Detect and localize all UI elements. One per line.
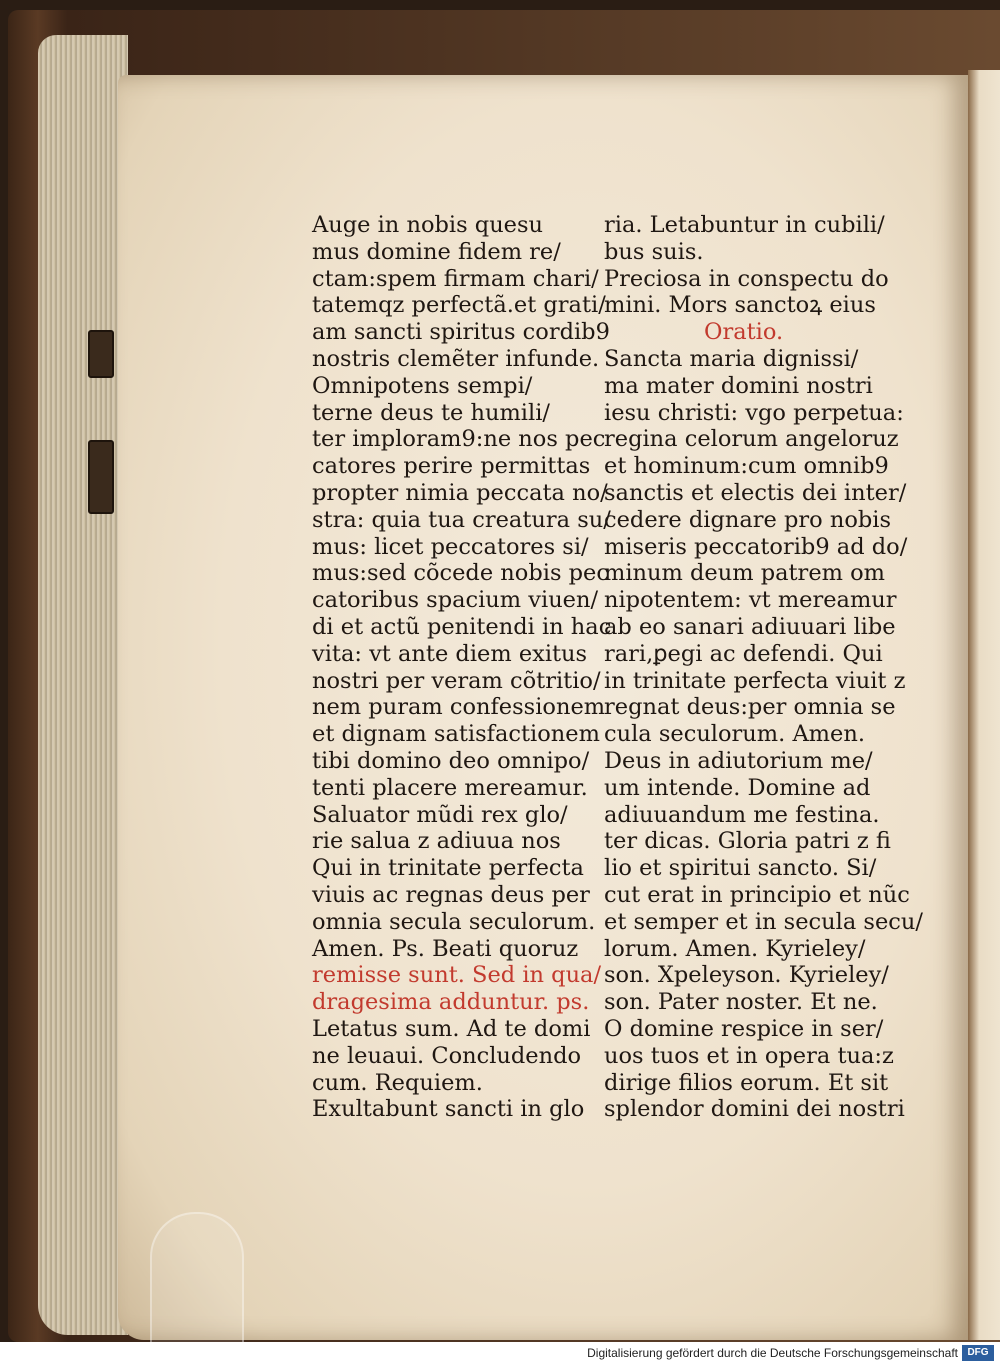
text-line: et dignam satisfactionem: [312, 721, 600, 748]
text-line: Preciosa in conspectu do: [604, 265, 889, 292]
text-line: et hominum:cum omnib9: [604, 453, 889, 480]
text-line: Amen. Ps. Beati quoruz: [312, 935, 579, 962]
facing-page-edge: [968, 70, 1000, 1340]
text-line: et semper et in secula secu/: [604, 908, 923, 935]
text-line: ctam:spem firmam chari/: [312, 265, 599, 292]
text-line: mus domine fidem re/: [312, 238, 561, 265]
text-line: tibi domino deo omnipo/: [312, 747, 590, 774]
clasp-bottom: [88, 440, 114, 514]
text-line: regnat deus:per omnia se: [604, 694, 896, 721]
text-line: Omnipotens sempi/: [312, 372, 533, 399]
text-line: regina celorum angeloruz: [604, 426, 899, 453]
text-line: nostri per veram cõtritio/: [312, 667, 601, 694]
footer-bar: [0, 1342, 1000, 1365]
text-line: mus: licet peccatores si/: [312, 533, 589, 560]
text-line: vita: vt ante diem exitus: [312, 640, 588, 667]
text-line: mini. Mors sanctoꝝ eius: [604, 292, 876, 319]
text-column-left: [312, 212, 612, 1123]
rubric-heading: Oratio.: [704, 319, 784, 346]
text-line: Saluator mũdi rex glo/: [312, 801, 568, 828]
text-line: rie salua z adiuua nos: [312, 828, 561, 855]
text-line: catores perire permittas: [312, 453, 591, 480]
text-line: lorum. Amen. Kyrieley/: [604, 935, 866, 962]
text-line: iesu christi: vgo perpetua:: [604, 399, 904, 426]
text-line: son. Pater noster. Et ne.: [604, 989, 878, 1016]
text-line: Letatus sum. Ad te domi: [312, 1015, 591, 1042]
text-line: minum deum patrem om: [604, 560, 885, 587]
text-line: rari,ꝑegi ac defendi. Qui: [604, 640, 883, 667]
text-line: nostris clemẽter infunde.: [312, 345, 600, 372]
text-line: di et actũ penitendi in hac: [312, 613, 612, 640]
text-line: adiuuandum me festina.: [604, 801, 880, 828]
text-line: bus suis.: [604, 238, 704, 265]
text-line: mus:sed cõcede nobis pec: [312, 560, 609, 587]
text-line: son. Xpeleyson. Kyrieley/: [604, 962, 889, 989]
rubric-line: dragesima adduntur. ps.: [312, 989, 590, 1016]
book-stand: [150, 1212, 244, 1351]
text-line: catoribus spacium viuen/: [312, 587, 599, 614]
page-edges: [38, 35, 128, 1335]
text-line: nipotentem: vt mereamur: [604, 587, 897, 614]
text-line: Qui in trinitate perfecta: [312, 855, 584, 882]
text-line: ab eo sanari adiuuari libe: [604, 613, 896, 640]
text-line: miseris peccatorib9 ad do/: [604, 533, 908, 560]
text-line: cut erat in principio et nũc: [604, 881, 910, 908]
dfg-logo: DFG: [962, 1345, 994, 1361]
text-line: omnia secula seculorum.: [312, 908, 596, 935]
text-line: splendor domini dei nostri: [604, 1096, 905, 1123]
text-line: uos tuos et in opera tua:z: [604, 1042, 894, 1069]
text-line: ter imploram9:ne nos pec: [312, 426, 606, 453]
text-line: dirige filios eorum. Et sit: [604, 1069, 889, 1096]
rubric-line: remisse sunt. Sed in qua/: [312, 962, 602, 989]
text-column-right: [604, 212, 923, 1123]
text-line: viuis ac regnas deus per: [312, 881, 590, 908]
text-line: ter dicas. Gloria patri z fi: [604, 828, 891, 855]
text-line: propter nimia peccata no/: [312, 479, 608, 506]
text-line: Deus in adiutorium me/: [604, 747, 873, 774]
text-line: O domine respice in ser/: [604, 1015, 884, 1042]
text-line: in trinitate perfecta viuit z: [604, 667, 906, 694]
text-line: ma mater domini nostri: [604, 372, 873, 399]
text-line: tatemqz perfectã.et grati/: [312, 292, 606, 319]
footer-credit: Digitalisierung gefördert durch die Deutsche Forschungsgemeinschaft: [587, 1346, 958, 1360]
text-line: um intende. Domine ad: [604, 774, 871, 801]
text-line: terne deus te humili/: [312, 399, 550, 426]
text-line: Auge in nobis quesu: [312, 212, 544, 238]
text-line: lio et spiritui sancto. Si/: [604, 855, 877, 882]
text-line: tenti placere mereamur.: [312, 774, 588, 801]
text-line: cula seculorum. Amen.: [604, 721, 865, 748]
text-line: sanctis et electis dei inter/: [604, 479, 907, 506]
text-line: ne leuaui. Concludendo: [312, 1042, 582, 1069]
text-line: am sancti spiritus cordib9: [312, 319, 610, 346]
clasp-top: [88, 330, 114, 378]
text-line: nem puram confessionem: [312, 694, 606, 721]
text-line: Exultabunt sancti in glo: [312, 1096, 585, 1123]
text-line: ria. Letabuntur in cubili/: [604, 212, 885, 238]
text-line: stra: quia tua creatura su/: [312, 506, 611, 533]
text-line: cedere dignare pro nobis: [604, 506, 892, 533]
text-line: cum. Requiem.: [312, 1069, 483, 1096]
text-line: Sancta maria dignissi/: [604, 345, 859, 372]
